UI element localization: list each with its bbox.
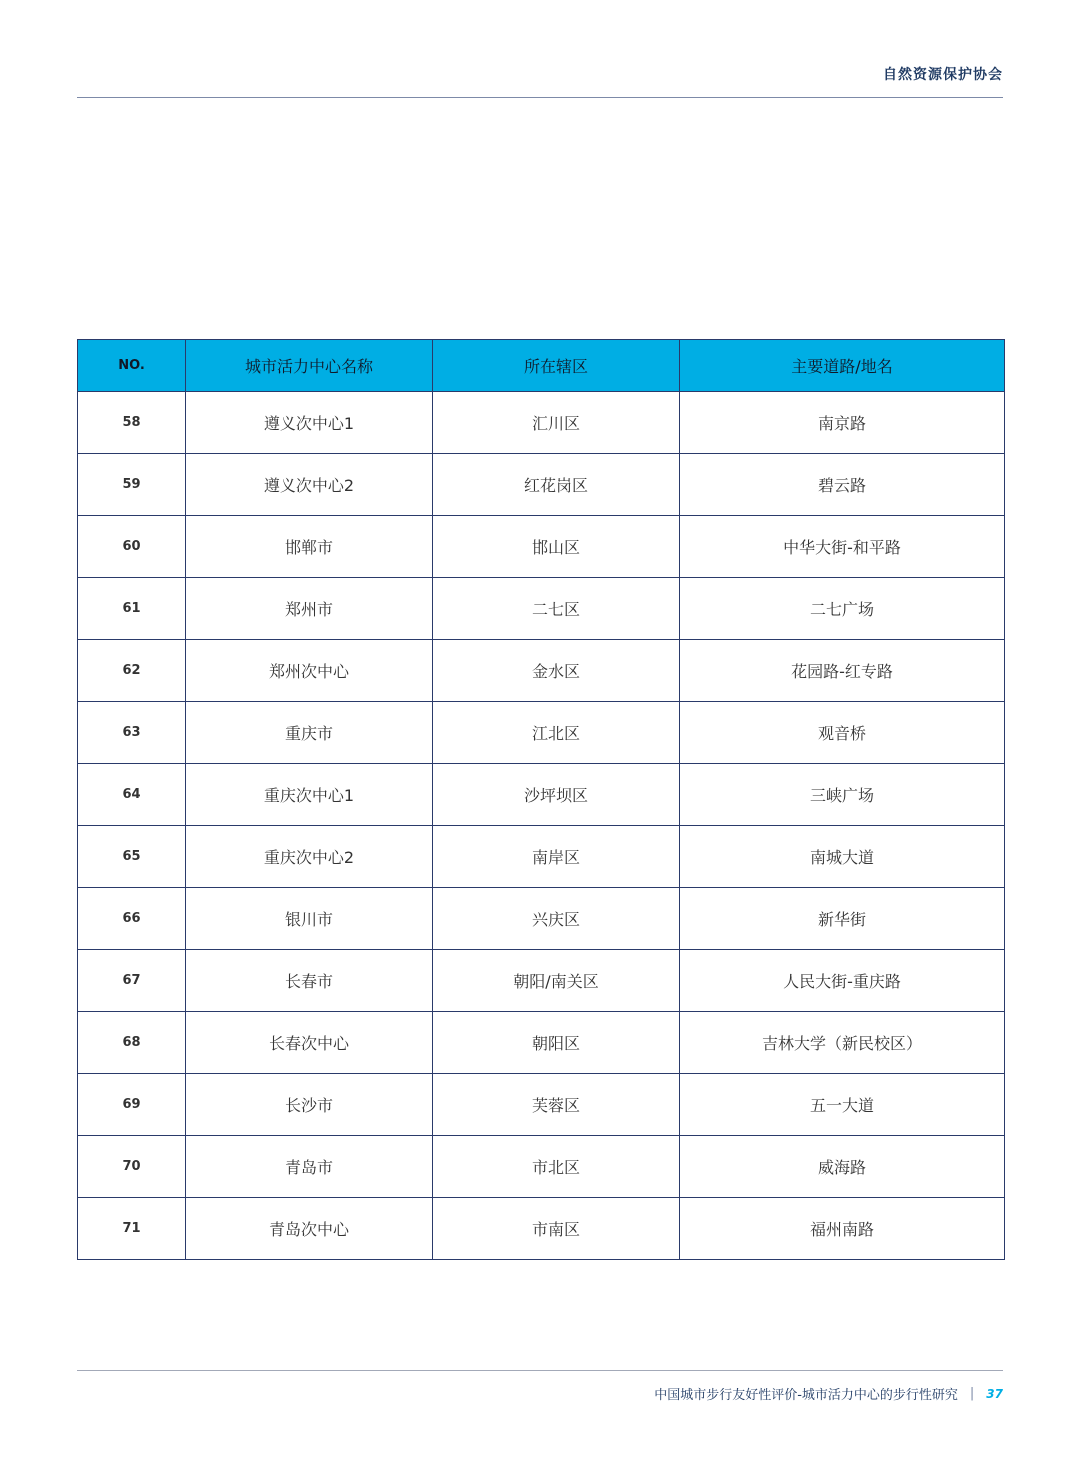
district-cell: 红花岗区	[433, 454, 680, 516]
district-cell: 二七区	[433, 578, 680, 640]
row-number: 67	[78, 950, 186, 1012]
row-number: 61	[78, 578, 186, 640]
district-cell: 市北区	[433, 1136, 680, 1198]
district-cell: 朝阳/南关区	[433, 950, 680, 1012]
district-cell: 朝阳区	[433, 1012, 680, 1074]
table-header-row	[78, 340, 1005, 392]
row-number: 70	[78, 1136, 186, 1198]
main-road-cell: 南城大道	[680, 826, 1005, 888]
district-cell: 市南区	[433, 1198, 680, 1260]
center-name-cell: 长沙市	[186, 1074, 433, 1136]
main-road-cell: 花园路-红专路	[680, 640, 1005, 702]
row-number: 69	[78, 1074, 186, 1136]
table-row	[78, 950, 1005, 1012]
district-cell: 金水区	[433, 640, 680, 702]
district-cell: 汇川区	[433, 392, 680, 454]
row-number: 65	[78, 826, 186, 888]
table-row	[78, 1074, 1005, 1136]
table-row	[78, 454, 1005, 516]
main-road-cell: 三峡广场	[680, 764, 1005, 826]
center-name-cell: 重庆次中心1	[186, 764, 433, 826]
table-row	[78, 1136, 1005, 1198]
main-road-cell: 吉林大学（新民校区）	[680, 1012, 1005, 1074]
row-number: 64	[78, 764, 186, 826]
center-name-cell: 重庆市	[186, 702, 433, 764]
center-name-cell: 邯郸市	[186, 516, 433, 578]
header-divider	[77, 97, 1003, 98]
footer-title: 中国城市步行友好性评价-城市活力中心的步行性研究	[654, 1388, 958, 1403]
row-number: 59	[78, 454, 186, 516]
main-road-cell: 人民大街-重庆路	[680, 950, 1005, 1012]
table-row	[78, 640, 1005, 702]
main-road-cell: 中华大街-和平路	[680, 516, 1005, 578]
center-name-cell: 郑州市	[186, 578, 433, 640]
center-name-cell: 青岛市	[186, 1136, 433, 1198]
org-name: 自然资源保护协会	[883, 67, 1003, 83]
main-road-cell: 二七广场	[680, 578, 1005, 640]
center-name-cell: 郑州次中心	[186, 640, 433, 702]
column-header-center-name: 城市活力中心名称	[186, 340, 433, 392]
table-row	[78, 392, 1005, 454]
center-name-cell: 遵义次中心1	[186, 392, 433, 454]
footer-divider	[77, 1370, 1003, 1371]
row-number: 62	[78, 640, 186, 702]
main-road-cell: 碧云路	[680, 454, 1005, 516]
center-name-cell: 重庆次中心2	[186, 826, 433, 888]
table-row	[78, 702, 1005, 764]
column-header-main-road: 主要道路/地名	[680, 340, 1005, 392]
row-number: 68	[78, 1012, 186, 1074]
table-row	[78, 578, 1005, 640]
district-cell: 芙蓉区	[433, 1074, 680, 1136]
main-road-cell: 五一大道	[680, 1074, 1005, 1136]
center-name-cell: 遵义次中心2	[186, 454, 433, 516]
column-header-no: NO.	[78, 340, 186, 392]
row-number: 71	[78, 1198, 186, 1260]
column-header-district: 所在辖区	[433, 340, 680, 392]
data-table	[77, 339, 1005, 1260]
center-name-cell: 银川市	[186, 888, 433, 950]
row-number: 60	[78, 516, 186, 578]
center-name-cell: 长春次中心	[186, 1012, 433, 1074]
district-cell: 江北区	[433, 702, 680, 764]
table-row	[78, 516, 1005, 578]
footer-separator: |	[969, 1386, 975, 1401]
row-number: 58	[78, 392, 186, 454]
row-number: 63	[78, 702, 186, 764]
district-cell: 邯山区	[433, 516, 680, 578]
district-cell: 沙坪坝区	[433, 764, 680, 826]
table-row	[78, 1012, 1005, 1074]
table-row	[78, 764, 1005, 826]
main-road-cell: 新华街	[680, 888, 1005, 950]
table-row	[78, 888, 1005, 950]
main-road-cell: 南京路	[680, 392, 1005, 454]
district-cell: 兴庆区	[433, 888, 680, 950]
center-name-cell: 长春市	[186, 950, 433, 1012]
table-row	[78, 1198, 1005, 1260]
district-cell: 南岸区	[433, 826, 680, 888]
footer	[654, 1384, 1003, 1403]
main-road-cell: 威海路	[680, 1136, 1005, 1198]
center-name-cell: 青岛次中心	[186, 1198, 433, 1260]
main-road-cell: 福州南路	[680, 1198, 1005, 1260]
page-number: 37	[986, 1386, 1003, 1401]
table-row	[78, 826, 1005, 888]
row-number: 66	[78, 888, 186, 950]
main-road-cell: 观音桥	[680, 702, 1005, 764]
